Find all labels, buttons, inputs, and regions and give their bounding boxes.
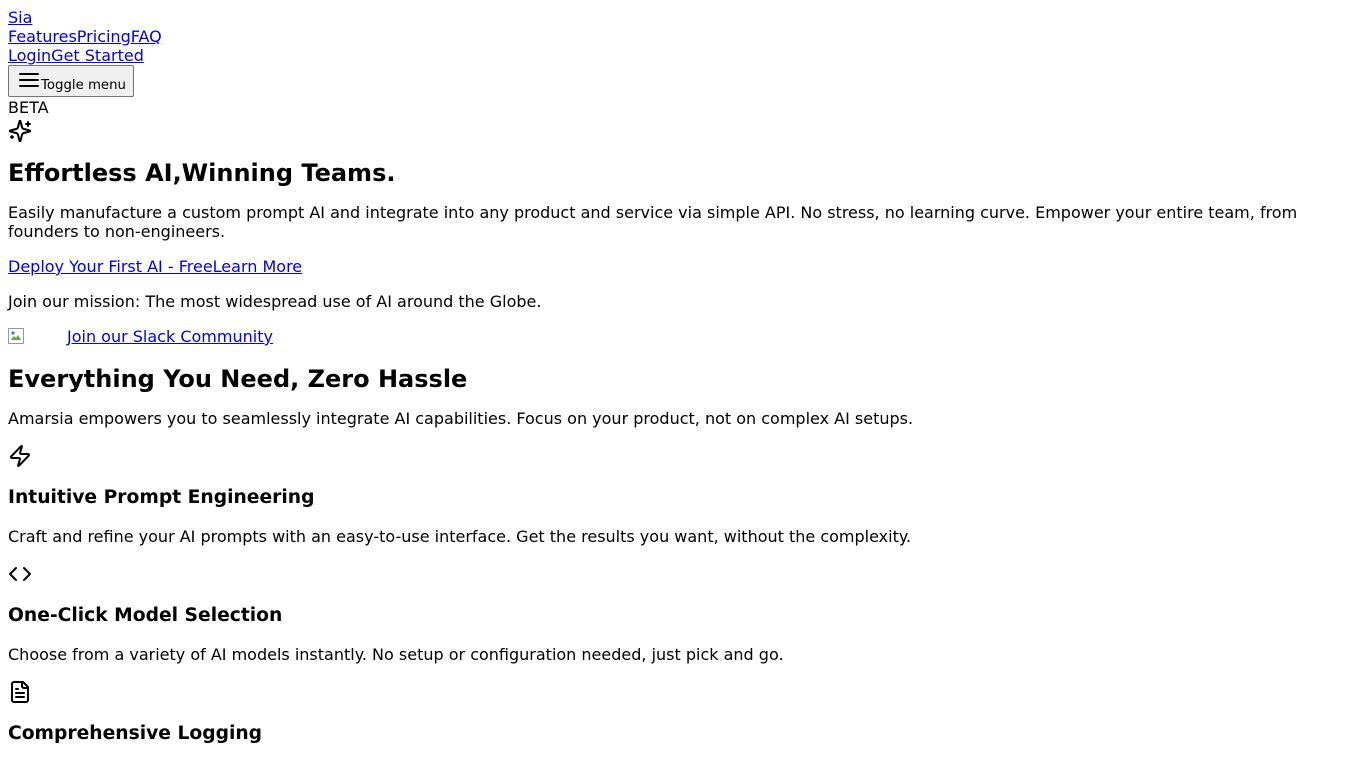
feature-icon-row <box>8 444 1344 468</box>
hero-description: Easily manufacture a custom prompt AI and integrate into any product and service via simple API. No stress, no learning curve. Empower your entire team, from founders to non-engineers. <box>8 203 1298 241</box>
feature-icon-row <box>8 562 1344 586</box>
feature-title: Intuitive Prompt Engineering <box>8 487 315 508</box>
features-title: Everything You Need, Zero Hassle <box>8 365 468 393</box>
beta-badge: BETA <box>8 98 49 117</box>
nav-link-features[interactable]: Features <box>8 27 77 46</box>
nav-links <box>8 27 1344 46</box>
sparkles-row <box>8 117 1344 143</box>
slack-logo-image <box>8 328 67 344</box>
login-link[interactable]: Login <box>8 46 52 65</box>
menu-icon <box>17 68 41 92</box>
features-subtitle: Amarsia empowers you to seamlessly integrate AI capabilities. Focus on your product, not on complex AI setups. <box>8 409 914 428</box>
sparkles-icon <box>8 119 32 143</box>
toggle-menu-button[interactable] <box>8 65 134 97</box>
zap-icon <box>8 444 32 468</box>
nav-link-faq[interactable]: FAQ <box>130 27 162 46</box>
slack-community-link[interactable] <box>8 327 273 346</box>
feature-description: Choose from a variety of AI models instantly. No setup or configuration needed, just pick and go. <box>8 645 784 664</box>
auth-links <box>8 46 1344 65</box>
feature-description: Craft and refine your AI prompts with an easy-to-use interface. Get the results you want, without the complexity. <box>8 527 912 546</box>
brand-link[interactable]: Sia <box>8 8 33 27</box>
hero-title: Effortless AI,Winning Teams. <box>8 159 396 187</box>
deploy-first-ai-link[interactable]: Deploy Your First AI - Free <box>8 257 213 276</box>
toggle-menu-label: Toggle menu <box>41 78 126 93</box>
file-text-icon <box>8 680 32 704</box>
slack-row <box>8 327 1344 346</box>
learn-more-link[interactable]: Learn More <box>212 257 303 276</box>
feature-title: One-Click Model Selection <box>8 605 283 626</box>
get-started-link[interactable]: Get Started <box>51 46 144 65</box>
nav-link-pricing[interactable]: Pricing <box>76 27 131 46</box>
feature-title: Comprehensive Logging <box>8 723 263 744</box>
feature-icon-row <box>8 680 1344 704</box>
slack-link-label: Join our Slack Community <box>67 327 273 346</box>
hero-mission: Join our mission: The most widespread use of AI around the Globe. <box>8 292 542 311</box>
toggle-row <box>8 65 1344 97</box>
brand-row <box>8 8 1344 27</box>
hero-cta-row <box>8 257 1344 276</box>
code-icon <box>8 562 32 586</box>
